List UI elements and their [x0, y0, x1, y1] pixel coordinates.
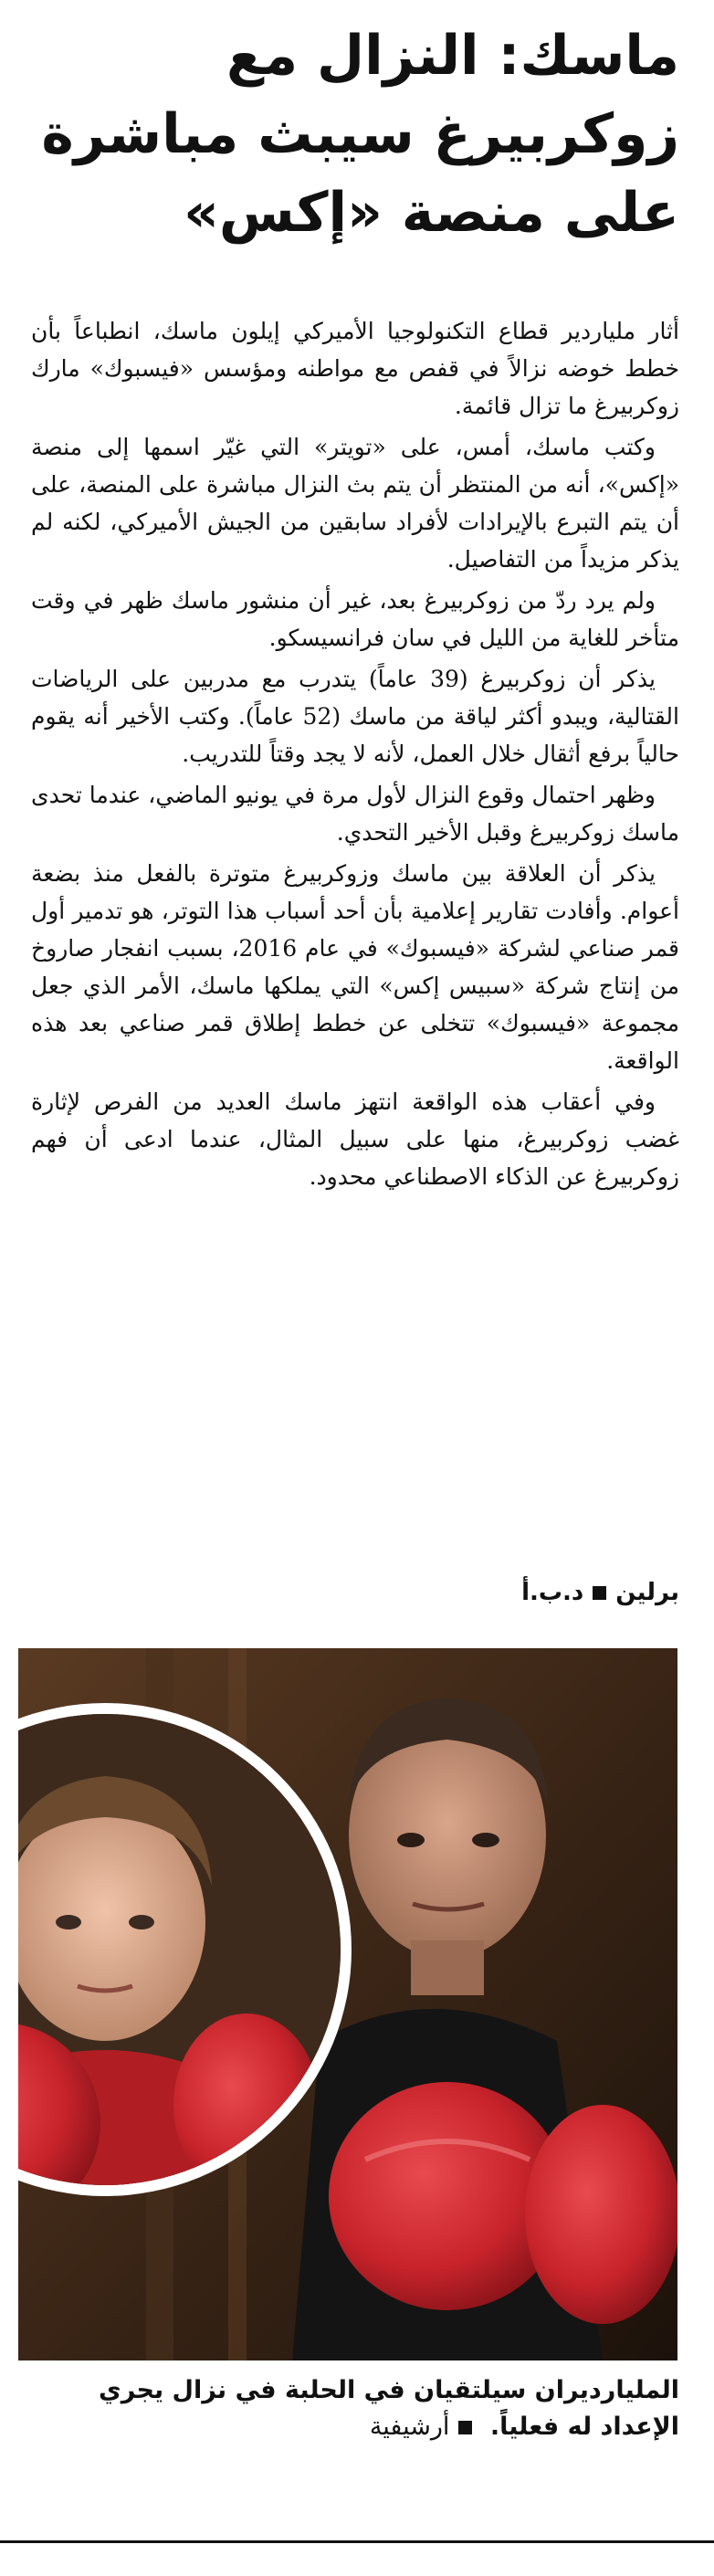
paragraph: ولم يرد ردّ من زوكربيرغ بعد، غير أن منشور ماسك ظهر في وقت متأخر للغاية من الليل في سان فرانسيسكو.: [31, 587, 679, 651]
paragraph: يذكر أن زوكربيرغ (39 عاماً) يتدرب مع مدربين على الرياضات القتالية، ويبدو أكثر لياقة من ماسك (52 عاماً). وكتب الأخير أنه يقوم حالياً برفع أثقال خلال العمل، لأنه لا يجد وقتاً للتدريب.: [31, 666, 679, 767]
headline: ماسك: النزال مع زوكربيرغ سيبث مباشرة على منصة «إكس»: [41, 24, 679, 245]
byline-agency: د.ب.أ: [521, 1579, 584, 1606]
article-photo: [18, 1648, 677, 2360]
paragraph: وظهر احتمال وقوع النزال لأول مرة في يونيو الماضي، عندما تحدى ماسك زوكربيرغ وقبل الأخير التحدي.: [31, 782, 679, 846]
caption-text: المليارديران سيلتقيان في الحلبة في نزال يجري الإعداد له فعلياً.: [99, 2376, 679, 2441]
byline-city: برلين: [615, 1579, 679, 1606]
byline: [521, 1576, 679, 1609]
bottom-rule: [0, 2540, 714, 2543]
photo-caption: [27, 2372, 679, 2445]
article-body: [31, 312, 679, 1571]
paragraph: أثار ملياردير قطاع التكنولوجيا الأميركي إيلون ماسك، انطباعاً بأن خطط خوضه نزالاً في قفص مع مواطنه ومؤسس «فيسبوك» مارك زوكربيرغ ما تزال قائمة.: [31, 318, 679, 419]
paragraph: يذكر أن العلاقة بين ماسك وزوكربيرغ متوترة بالفعل منذ بضعة أعوام. وأفادت تقارير إعلامية بأن أحد أسباب هذا التوتر، هو تدمير أول قمر صناعي لشركة «فيسبوك» في عام 2016، بسبب انفجار صاروخ من إنتاج شركة «سبيس إكس» التي يملكها ماسك، الأمر الذي جعل مجموعة «فيسبوك» تتخلى عن خطط إطلاق قمر صناعي بعد هذه الواقعة.: [31, 860, 679, 1074]
separator-square-icon: [593, 1586, 606, 1600]
separator-square-icon: [458, 2421, 472, 2434]
paragraph: وكتب ماسك، أمس، على «تويتر» التي غيّر اسمها إلى منصة «إكس»، أنه من المنتظر أن يتم بث النزال مباشرة على المنصة، على أن يتم التبرع بالإيرادات لأفراد سابقين من الجيش الأميركي، لكنه لم يذكر مزيداً من التفاصيل.: [31, 434, 679, 573]
paragraph: وفي أعقاب هذه الواقعة انتهز ماسك العديد من الفرص لإثارة غضب زوكربيرغ، منها على سبيل المثال، عندما ادعى أن فهم زوكربيرغ عن الذكاء الاصطناعي محدود.: [31, 1088, 679, 1190]
caption-credit: أرشيفية: [369, 2413, 450, 2441]
boxers-illustration: [18, 1648, 677, 2360]
